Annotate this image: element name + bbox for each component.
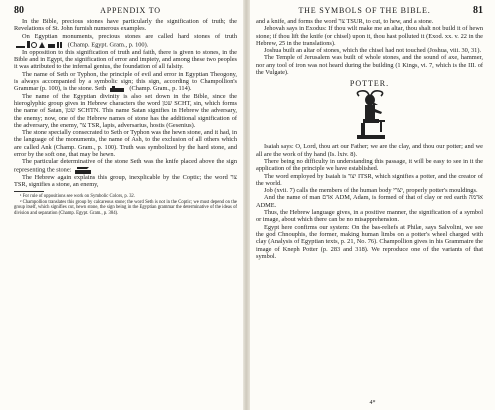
paragraph: Thus, the Hebrew language gives, in a positive manner, the signification of a symbol or image, about which there can be no misapprehension. [256,209,483,224]
paragraph-text: (Champ. Egypt. Gram., p. 100). [67,41,149,49]
paragraph: Joshua built an altar of stones, which the chisel had not touched (Joshua, viii. 30, 31). [264,47,482,55]
paragraph: The Temple of Jerusalem was built of whole stones, and the sound of axe, hammer, nor any tool of iron was not heard during the building (1 Kings, vi. 7, which is the III. of the Vulgate). [256,54,483,77]
paragraph: The Hebrew again explains this group, inexplicable by the Coptic; the word צר TSR, signifies a stone, an enemy, [14,173,237,188]
knife-stone-icon [75,166,91,174]
footnote: ¹ For rule of oppositions see work on Symbolic Colors, p. 32. [20,194,135,200]
paragraph-text: On Egyptian monuments, precious stones are called hard stones of truth [22,32,237,40]
paragraph-text: Seth [94,85,107,93]
hieroglyph-group-hard-stones [16,40,64,49]
page-number: 81 [473,5,483,16]
hieroglyph-knife-stone [75,166,91,174]
paragraph [14,33,237,49]
book-gutter [243,0,250,410]
paragraph: Job (xvii. 7) calls the members of the human body יצרי, properly potter's mouldings. [264,187,478,195]
figure-kneph-potter [256,90,483,140]
hieroglyph-icon [16,40,64,49]
paragraph: Isaiah says: O, Lord, thou art our Father; we are the clay, and thou our potter; and we all are the work of thy hand (Is. lxiv. 8). [256,143,483,158]
paragraph [14,71,237,93]
paragraph: Egypt here confirms our system: On the bas-reliefs at Philæ, says Salvolini, we see the god Chnouphis, the former, making human limbs on a potter's wheel charged with clay (Analysis of Egyptian texts, p. 21, No. 76). Champollion gives in his Grammaire the image of Kneph Potter (p. 283 and 318). We reproduce one of the variants of that symbol. [256,223,483,260]
paragraph: In the Bible, precious stones have particularly the signification of truth; the Revelations of St. John furnish numerous examples. [14,18,237,33]
running-head: APPENDIX TO [100,6,161,15]
section-heading: POTTER. [349,79,390,89]
right-page [250,0,495,410]
paragraph [14,158,237,173]
hieroglyph-seth [110,86,126,93]
potter-god-icon [353,90,387,140]
right-page-header [256,5,483,15]
stone-glyph-icon [110,86,126,93]
paragraph: The word employed by Isaiah is יצר ITSR, which signifies a potter, and the creator of the world. [256,172,483,187]
paragraph: Jehovah says in Exodus: If thou wilt make me an altar, thou shalt not build it of hewn stone; if thou lift the knife (or chisel) upon it, thou hast polluted it (Exod. xx. v. 22 in the Hebrew, 25 in the translations). [256,25,483,47]
footnote-divider [14,191,44,192]
running-head: THE SYMBOLS OF THE BIBLE. [298,6,431,15]
paragraph: And the name of man אדם ADM, Adam, is formed of that of clay or red earth אדמה ADME. [256,194,483,209]
footnote: ² Champollion translates this group by calcareous stone; the word Seth is not in the Coptic; we must depend on the group itself, which signifies cut, hewn stone, the sign being in the Egyptian grammar the determinative of the ideas of division and separation (Champ. Egypt. Gram., p. 384). [14,199,237,216]
paragraph: In opposition to this signification of truth and faith, there is given to stones, in the Bible and in Egypt, the signification of error and impiety, and among these two peoples it was attributed to the infernal genius, the foundation of all falsity. [14,48,237,71]
left-page-header [14,5,237,15]
paragraph-text: The name of Seth or Typhon, the principle of evil and error in Egyptian Theogony, is always accompanied by a symbolic sign; this sign, according to Champollion's Grammar (p. 100), is the stone. [14,70,237,93]
page-number: 80 [14,5,24,16]
paragraph-text: (Champ. Gram., p. 114). [129,85,192,93]
paragraph-text: The particular determinative of the stone Seth was the knife placed above the sign representing the stone: [14,158,237,174]
paragraph: There being no difficulty in understanding this passage, it will be easy to see in it the application of the principle we have established. [256,157,483,173]
paragraph: and a knife, and forms the word צר TSUR, to cut, to hew, and a stone. [256,18,434,25]
paragraph: The stone specially consecrated to Seth or Typhon was the hewn stone, and it had, in the language of the monuments, the name of Ash, to the exclusion of all others which are called Ank (Champ. Gram., p. 100). Truth was symbolized by the hard stone, and error by the soft one, that may be hewn. [14,129,237,159]
paragraph: The name of the Egyptian divinity is also set down in the Bible, since the hieroglyphic group gives in Hebrew characters the word שטן SCHT, sin, which forms the name of Satan, שטן SCHTN. This name Satan signifies in Hebrew the adversary, the enemy; now, one of the Hebrew names of stone has the additional signification of the adversary, the enemy, צר TSR, lapis, adversarius, hostis (Gesenius). [14,92,238,129]
signature-mark: 4* [369,400,376,406]
left-page [0,0,243,410]
